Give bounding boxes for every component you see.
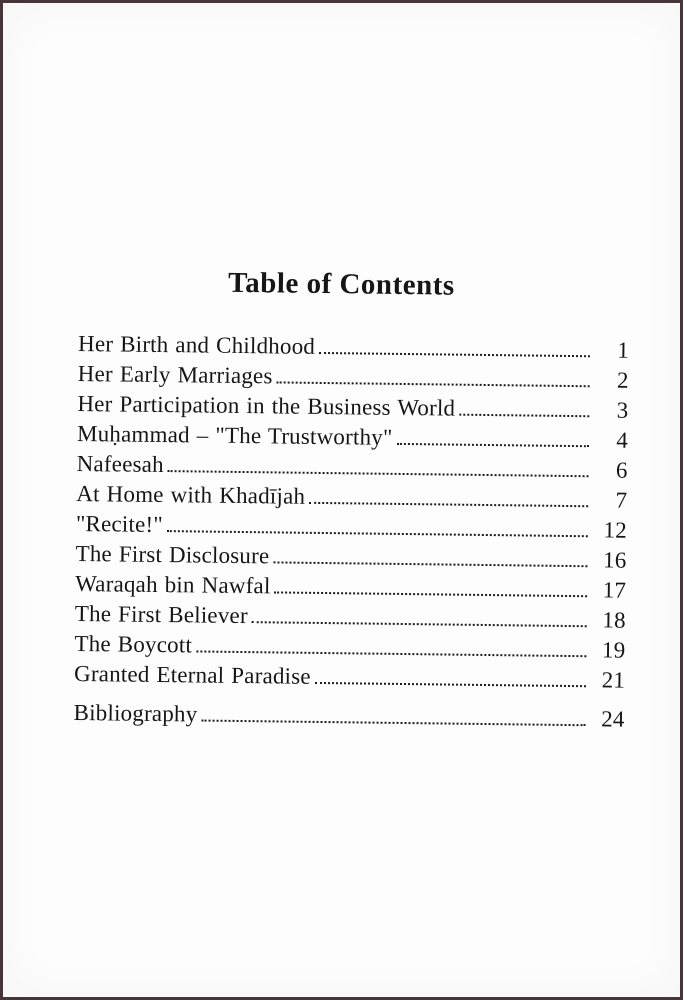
leader-dots xyxy=(276,381,589,387)
toc-entry-page: 16 xyxy=(602,547,627,573)
toc-entry-label: At Home with Khadījah xyxy=(76,480,306,509)
leader-dots xyxy=(459,414,589,418)
toc-entry-label: Muḥammad – "The Trustworthy" xyxy=(76,420,393,450)
toc-entry-page: 7 xyxy=(615,487,628,513)
toc-entry-page: 1 xyxy=(617,337,630,363)
leader-dots xyxy=(168,470,589,477)
leader-dots xyxy=(273,561,587,567)
page-content xyxy=(0,2,683,737)
toc-entry-label: Nafeesah xyxy=(76,450,164,478)
leader-dots xyxy=(252,621,587,627)
toc-entry-label: The First Believer xyxy=(74,600,248,629)
toc-entry-page: 3 xyxy=(616,397,629,423)
toc-entry-list xyxy=(74,331,629,698)
toc-entry-label: The Boycott xyxy=(74,630,193,658)
page-title: Table of Contents xyxy=(227,266,455,302)
toc-entry-page: 18 xyxy=(602,607,626,633)
table-of-contents xyxy=(0,330,679,737)
toc-entry-page: 4 xyxy=(616,427,629,453)
toc-entry-page: 2 xyxy=(616,367,629,393)
toc-row xyxy=(74,661,625,698)
toc-entry-label: Granted Eternal Paradise xyxy=(73,660,311,689)
toc-row-bibliography xyxy=(73,700,624,737)
leader-dots xyxy=(167,530,588,537)
leader-dots xyxy=(309,502,588,507)
toc-entry-label: Her Early Marriages xyxy=(77,360,273,389)
toc-entry-label: Bibliography xyxy=(73,699,198,727)
toc-entry-label: The First Disclosure xyxy=(75,540,270,569)
toc-entry-page: 21 xyxy=(601,667,626,693)
leader-dots xyxy=(315,682,586,687)
leader-dots xyxy=(319,352,590,357)
toc-entry-label: Waraqah bin Nawfal xyxy=(75,570,271,599)
toc-entry-page: 24 xyxy=(601,706,625,732)
leader-dots xyxy=(274,591,587,597)
toc-entry-label: "Recite!" xyxy=(75,510,164,538)
leader-dots xyxy=(196,650,586,657)
leader-dots xyxy=(201,720,585,727)
toc-entry-label: Her Birth and Childhood xyxy=(77,330,316,359)
toc-entry-page: 12 xyxy=(603,517,628,543)
toc-entry-page: 19 xyxy=(601,637,626,663)
toc-entry-page: 17 xyxy=(602,577,627,603)
toc-entry-page: 6 xyxy=(615,457,628,483)
leader-dots xyxy=(396,443,588,447)
toc-entry-label: Her Participation in the Business World xyxy=(77,390,456,421)
